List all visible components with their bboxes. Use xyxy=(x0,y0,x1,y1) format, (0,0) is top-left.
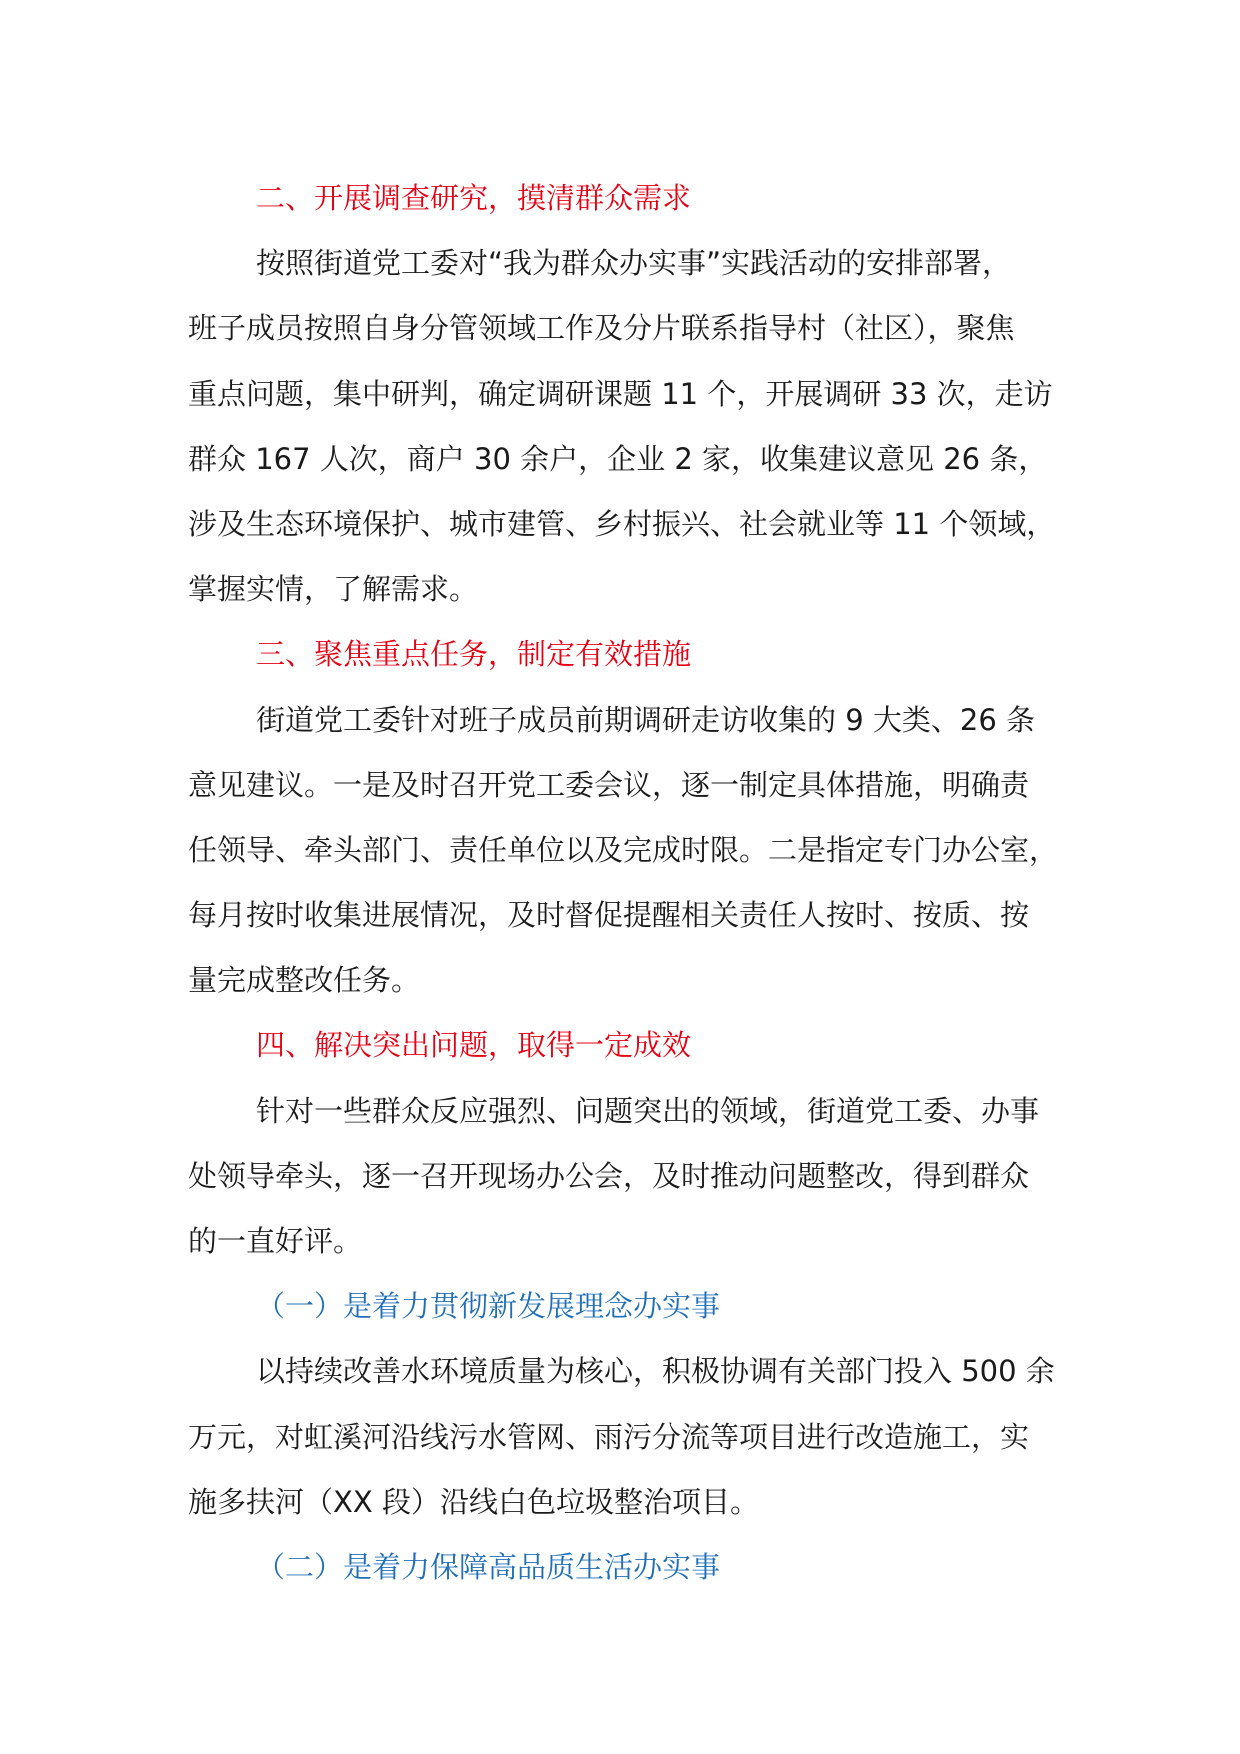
paragraph-line: 涉及生态环境保护、城市建管、乡村振兴、社会就业等 11 个领域， xyxy=(188,506,1056,541)
paragraph-line: 街道党工委针对班子成员前期调研走访收集的 9 大类、26 条 xyxy=(256,702,1036,737)
paragraph-line: 班子成员按照自身分管领域工作及分片联系指导村（社区），聚焦 xyxy=(188,311,1015,346)
paragraph-line: 掌握实情，了解需求。 xyxy=(188,572,479,607)
paragraph-line: 万元，对虹溪河沿线污水管网、雨污分流等项目进行改造施工，实 xyxy=(188,1419,1030,1454)
sub-heading: （二）是着力保障高品质生活办实事 xyxy=(256,1549,721,1584)
paragraph-line: 按照街道党工委对“我为群众办实事”实践活动的安排部署， xyxy=(256,246,1012,281)
paragraph-line: 的一直好评。 xyxy=(188,1224,363,1258)
paragraph-line: 意见建议。一是及时召开党工委会议，逐一制定具体措施，明确责 xyxy=(188,767,1030,802)
paragraph-line: 针对一些群众反应强烈、问题突出的领域，街道党工委、办事 xyxy=(256,1093,1040,1128)
paragraph-line: 重点问题，集中研判，确定调研课题 11 个，开展调研 33 次，走访 xyxy=(188,376,1053,411)
paragraph-line: 群众 167 人次，商户 30 余户，企业 2 家，收集建议意见 26 条， xyxy=(188,441,1048,476)
section-heading: 四、解决突出问题，取得一定成效 xyxy=(256,1028,692,1063)
paragraph-line: 以持续改善水环境质量为核心，积极协调有关部门投入 500 余 xyxy=(256,1354,1055,1389)
section-heading: 三、聚焦重点任务，制定有效措施 xyxy=(256,637,692,672)
section-heading: 二、开展调查研究，摸清群众需求 xyxy=(256,181,692,215)
paragraph-line: 任领导、牵头部门、责任单位以及完成时限。二是指定专门办公室， xyxy=(188,832,1059,867)
sub-heading: （一）是着力贯彻新发展理念办实事 xyxy=(256,1289,721,1324)
paragraph-line: 每月按时收集进展情况，及时督促提醒相关责任人按时、按质、按 xyxy=(188,898,1030,933)
paragraph-line: 量完成整改任务。 xyxy=(188,963,421,998)
document-body xyxy=(188,166,1068,1600)
paragraph-line: 施多扶河（XX 段）沿线白色垃圾整治项目。 xyxy=(188,1484,759,1519)
paragraph-line: 处领导牵头，逐一召开现场办公会，及时推动问题整改，得到群众 xyxy=(188,1158,1030,1193)
